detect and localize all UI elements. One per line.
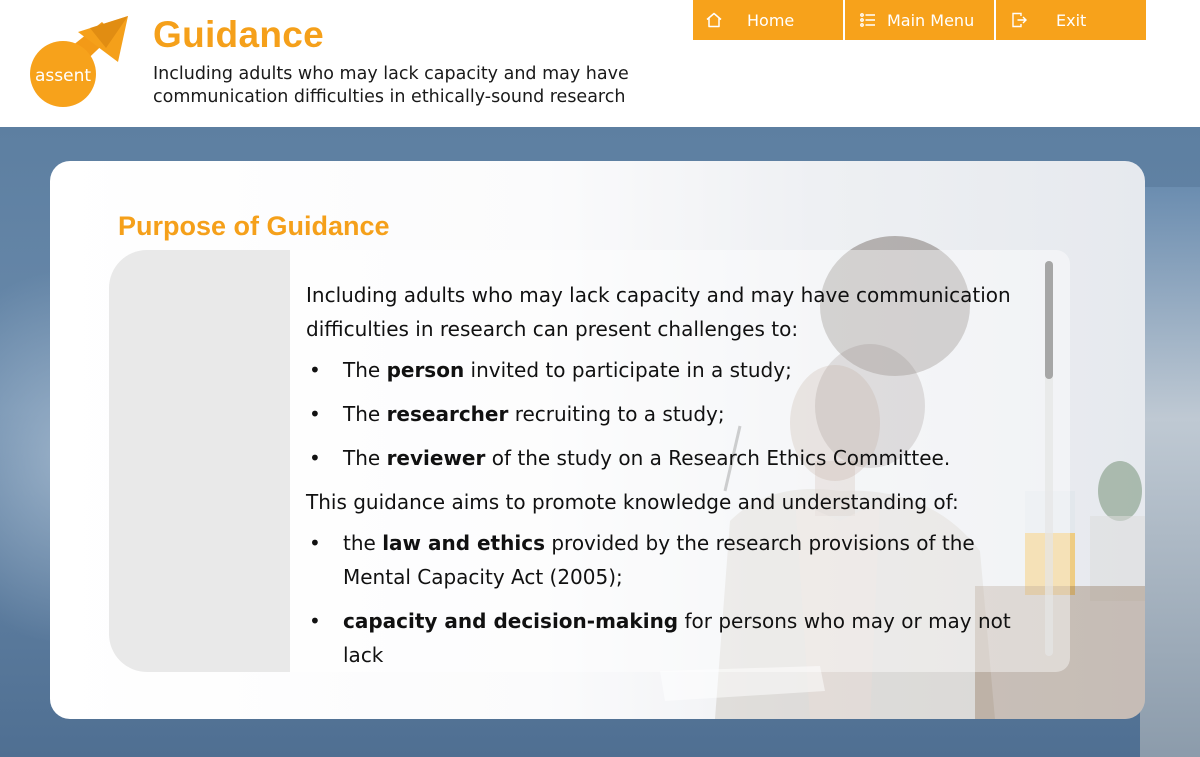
section-title: Purpose of Guidance: [118, 211, 390, 241]
exit-label: Exit: [1056, 10, 1087, 30]
scrollbar-thumb[interactable]: [1045, 261, 1053, 379]
background-window: [1140, 187, 1200, 757]
app-header: [0, 0, 1200, 127]
list-item: • the law and ethics provided by the research provisions of the Mental Capacity Act (2005);: [306, 526, 1034, 594]
sidebar-panel: [109, 250, 290, 672]
main-menu-label: Main Menu: [887, 10, 975, 30]
guidance-text: [306, 278, 1034, 672]
bullet: •: [309, 358, 321, 382]
bullet: •: [309, 531, 321, 555]
exit-icon: [1008, 9, 1030, 31]
main-menu-button[interactable]: [845, 0, 994, 40]
home-button[interactable]: [693, 0, 843, 40]
aims-paragraph: This guidance aims to promote knowledge and understanding of:: [306, 490, 959, 514]
aims-list: [306, 526, 1034, 672]
assent-logo: [28, 14, 132, 114]
list-item: • capacity and decision-making for persons who may or may not lack: [306, 604, 1034, 672]
home-label: Home: [747, 10, 795, 30]
app-title: Guidance: [153, 14, 324, 55]
bullet: •: [309, 446, 321, 470]
list-item: • The researcher recruiting to a study;: [306, 397, 1034, 431]
content-card: [50, 161, 1145, 719]
bullet: •: [309, 609, 321, 633]
challenges-list: [306, 353, 1034, 475]
logo-text: assent: [34, 66, 92, 86]
scroll-content-area[interactable]: [290, 250, 1070, 672]
list-item: • The person invited to participate in a study;: [306, 353, 1034, 387]
intro-paragraph: Including adults who may lack capacity and may have communication difficulties in research can present challenges to:: [306, 283, 1011, 341]
scrollbar[interactable]: [1045, 261, 1053, 656]
top-nav: [693, 0, 1146, 40]
list-item: • The reviewer of the study on a Research Ethics Committee.: [306, 441, 1034, 475]
bullet: •: [309, 402, 321, 426]
exit-button[interactable]: [996, 0, 1146, 40]
app-subtitle: Including adults who may lack capacity and may have communication difficulties in ethically-sound research: [153, 64, 629, 107]
home-icon: [703, 9, 725, 31]
list-icon: [857, 9, 879, 31]
